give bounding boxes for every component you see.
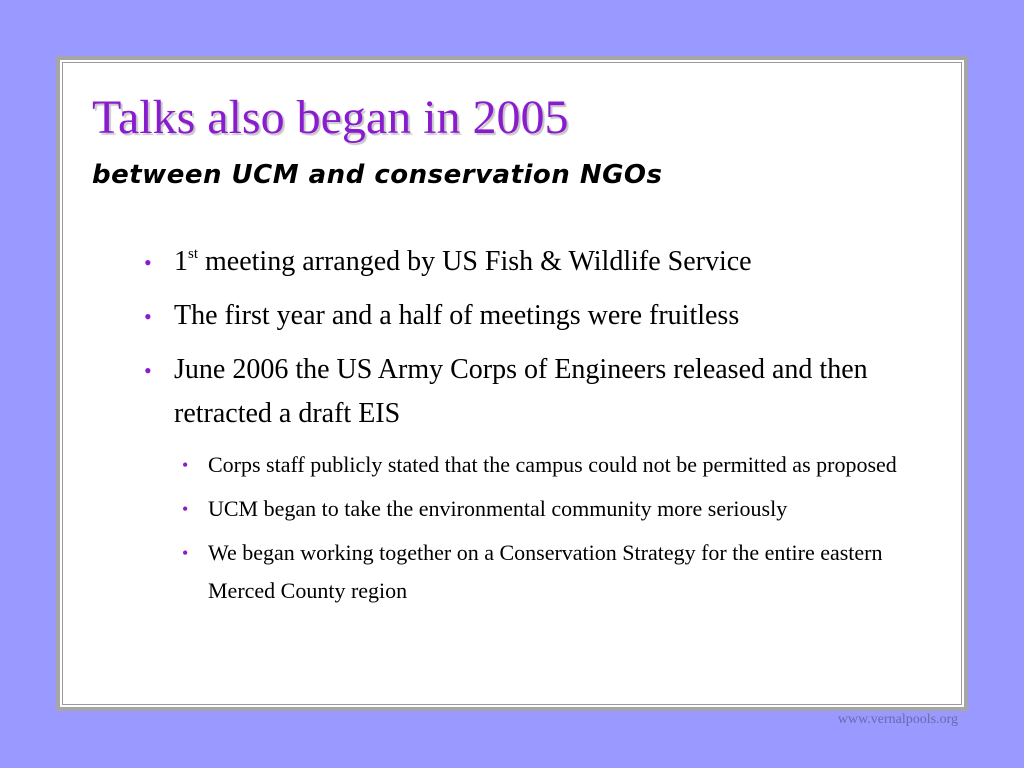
footer-url: www.vernalpools.org [837,712,958,727]
bullet-ordinal-suffix: st [188,246,199,262]
bullet-item [138,348,928,436]
sub-bullet-text: Corps staff publicly stated that the campus could not be permitted as proposed [208,452,897,477]
sub-bullet-item [180,490,928,528]
sub-bullet-icon: • [182,499,189,519]
bullet-ordinal: 1 [174,246,188,277]
bullet-icon: • [144,358,152,383]
sub-bullet-text: UCM began to take the environmental community more seriously [208,496,788,521]
sub-bullet-icon: • [182,543,189,563]
slide-title: Talks also began in 2005 [92,91,569,144]
bullet-list [138,240,928,616]
bullet-text: meeting arranged by US Fish & Wildlife Service [198,246,752,277]
bullet-item [138,240,928,284]
bullet-text: The first year and a half of meetings were fruitless [174,300,740,331]
sub-bullet-text: We began working together on a Conservation Strategy for the entire eastern Merced County region [208,540,883,603]
slide-frame [56,56,968,711]
sub-bullet-item [180,534,928,610]
bullet-item [138,294,928,338]
slide-subtitle: between UCM and conservation NGOs [92,160,663,190]
sub-bullet-item [180,446,928,484]
bullet-text: June 2006 the US Army Corps of Engineers released and then retracted a draft EIS [174,354,868,429]
bullet-icon: • [144,304,152,329]
bullet-icon: • [144,250,152,275]
sub-bullet-icon: • [182,455,189,475]
